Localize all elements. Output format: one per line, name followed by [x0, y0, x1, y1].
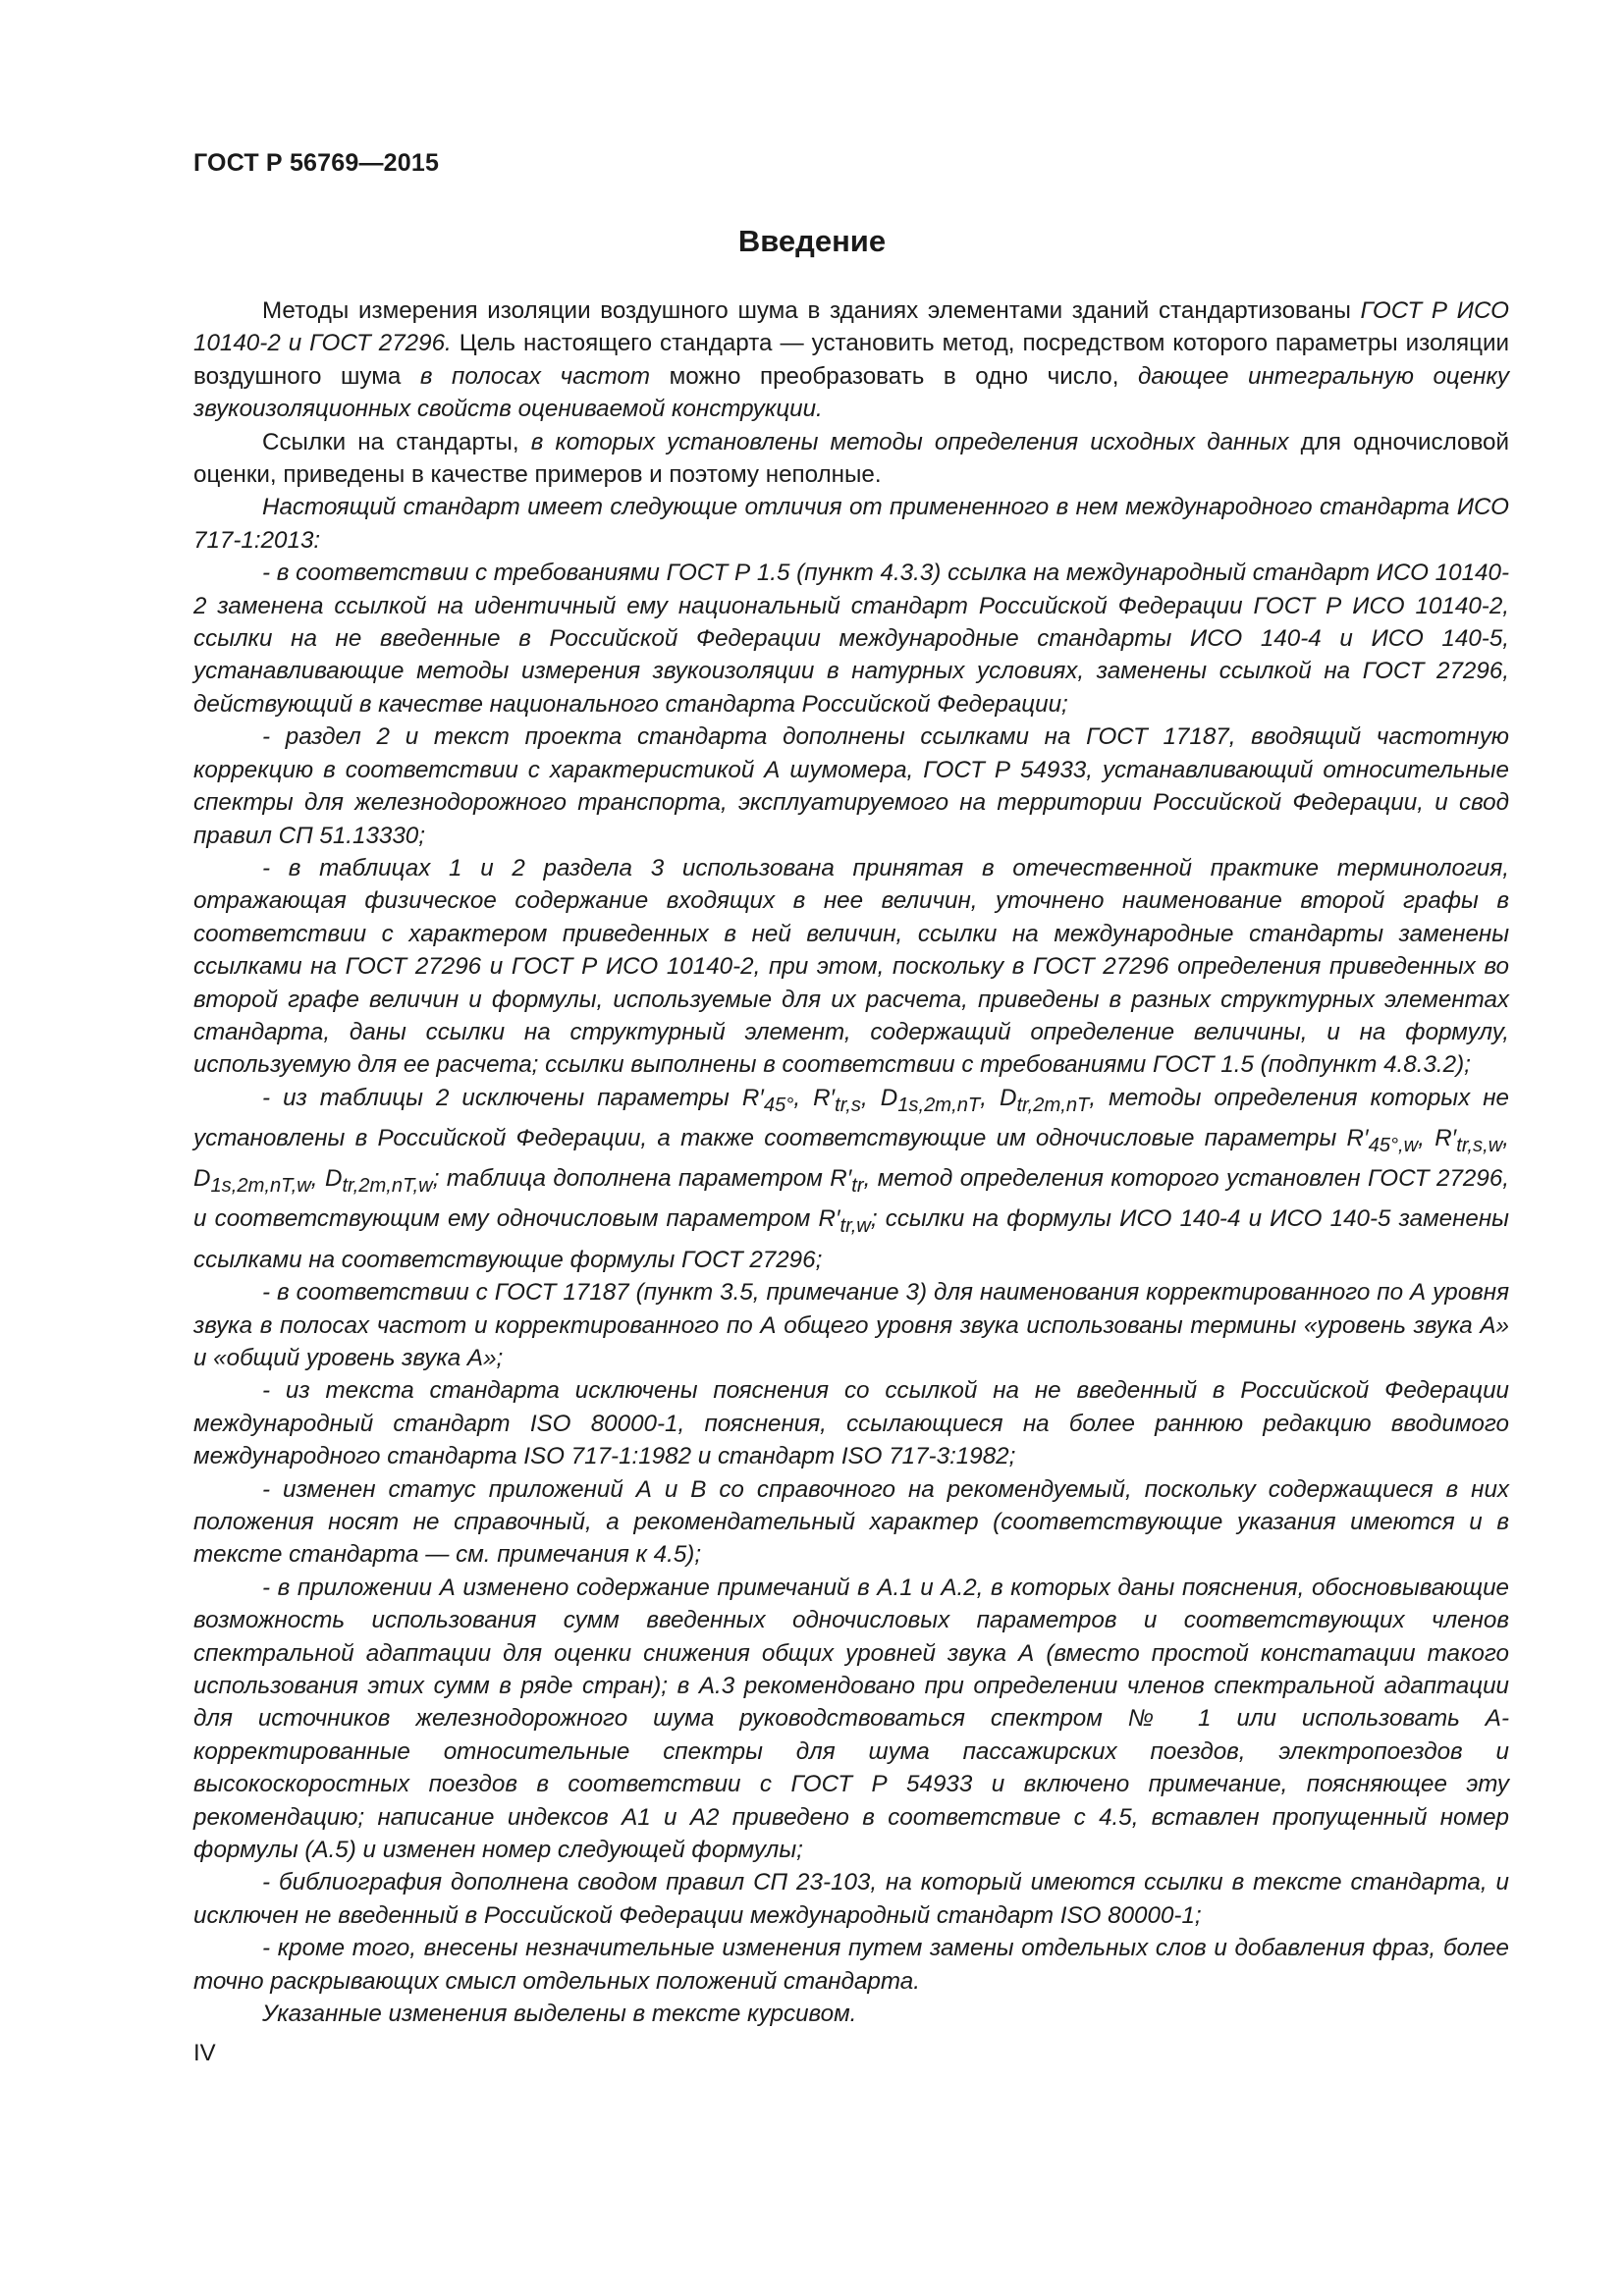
section-title: Введение: [737, 224, 887, 258]
change-item: - раздел 2 и текст проекта стандарта дополнены ссылками на ГОСТ 17187, вводящий частотную коррекцию в соответствии с характеристикой А шумомера, ГОСТ Р 54933, устанавливающий относительные спектры для железнодорожного транспорта, эксплуатируемого на территории Российской Федерации, и свод правил СП 51.13330;: [193, 723, 1509, 849]
symbol: $R'_{45^\circ}$: [741, 1084, 794, 1116]
text-run: Ссылки на стандарты,: [262, 428, 531, 455]
text-run: можно преобразовать в одно число,: [650, 362, 1138, 390]
change-item: - в соответствии с требованиями ГОСТ Р 1.5 (пункт 4.3.3) ссылка на международный стандарт ИСО 10140-2 заменена ссылкой на идентичный ему национальный стандарт Российской Федерации ГОСТ Р ИСО 10140-2, ссылки на не введенные в Российской Федерации международные стандарты ИСО 140-4 и ИСО 140-5, устанавливающие методы измерения звукоизоляции в натурных условиях, заменены ссылкой на ГОСТ 27296, действующий в качестве национального стандарта Российской Федерации;: [193, 560, 1509, 718]
standard-header: ГОСТ Р 56769—2015: [193, 149, 440, 177]
paragraph: [193, 491, 1509, 557]
change-item: - изменен статус приложений А и В со справочного на рекомендуемый, поскольку содержащиеся в них положения носят не справочный, а рекомендательный характер (соответствующие указания имеются и в тексте стандарта — см. примечания к 4.5);: [193, 1475, 1509, 1569]
text-run: ГОСТ Р ИСО 10140-2 и ГОСТ 27296.: [193, 297, 1509, 357]
change-item: - в соответствии с ГОСТ 17187 (пункт 3.5, примечание 3) для наименования корректированного по А уровня звука в полосах частот и корректированного по А общего уровня звука использованы термины «уровень звука А» и «общий уровень звука А»;: [193, 1279, 1509, 1371]
symbol: $D_{1s,2m,nT}$: [880, 1084, 981, 1116]
introduction-body: [193, 294, 1509, 2030]
change-item: - в приложении А изменено содержание примечаний в А.1 и А.2, в которых даны пояснения, обосновывающие возможность использования сумм введенных одночисловых параметров и соответствующих членов спектральной адаптации для оценки снижения общих уровней звука А (вместо простой констатации такого использования этих сумм в ряде стран); в А.3 рекомендовано при определении членов спектральной адаптации для источников железнодорожного шума руководствоваться спектром № 1 или использовать А-корректированные относительные спектры для шума пассажирских поездов, электропоездов и высокоскоростных поездов в соответствии с ГОСТ Р 54933 и включено примечание, поясняющее эту рекомендацию; написание индексов А1 и А2 приведено в соответствие с 4.5, вставлен пропущенный номер формулы (А.5) и изменен номер следующей формулы;: [193, 1574, 1509, 1863]
text-run: Методы измерения изоляции воздушного шума в зданиях элементами зданий стандартизованы: [262, 297, 1361, 324]
text-run: дающее интегральную оценку звукоизоляционных свойств оцениваемой конструкции.: [193, 362, 1509, 423]
paragraph: [193, 294, 1509, 426]
symbol: $R'_{tr}$: [830, 1165, 864, 1198]
closing-note: Указанные изменения выделены в тексте курсивом.: [262, 2001, 857, 2028]
symbol: $R'_{45^\circ,w}$: [1346, 1124, 1419, 1156]
symbol: $R'_{tr,s,w}$: [1435, 1124, 1503, 1156]
change-item: - в таблицах 1 и 2 раздела 3 использована принятая в отечественной практике терминология, отражающая физическое содержание входящих в нее величин, уточнено наименование второй графы в соответствии с характером приведенных в ней величин, ссылки на международные стандарты заменены ссылками на ГОСТ 27296 и ГОСТ Р ИСО 10140-2, при этом, поскольку в ГОСТ 27296 определения приведенных во второй графе величин и формулы, используемые для их расчета, приведены в разных структурных элементах стандарта, даны ссылки на структурный элемент, содержащий определение величины, и на формулу, используемую для ее расчета; ссылки выполнены в соответствии с требованиями ГОСТ 1.5 (подпункт 4.8.3.2);: [193, 854, 1509, 1079]
change-item: - библиография дополнена сводом правил СП 23-103, на который имеются ссылки в тексте стандарта, и исключен не введенный в Российской Федерации международный стандарт ISO 80000-1;: [193, 1869, 1509, 1929]
symbol: $R'_{tr,w}$: [818, 1205, 871, 1238]
symbol: $D_{tr,2m,nT,w}$: [324, 1165, 433, 1198]
page-number: IV: [193, 2040, 216, 2066]
text-run: в которых установлены методы определения исходных данных: [530, 428, 1289, 455]
symbol: $R'_{tr,s}$: [813, 1084, 861, 1116]
change-item: - из текста стандарта исключены пояснения со ссылкой на не введенный в Российской Федерации международный стандарт ISO 80000-1, пояснения, ссылающиеся на более раннюю редакцию вводимого международного стандарта ISO 717-1:1982 и стандарт ISO 717-3:1982;: [193, 1377, 1509, 1470]
symbol: $D_{tr,2m,nT}$: [999, 1084, 1090, 1116]
paragraph: [193, 426, 1509, 492]
text-run: в полосах частот: [419, 362, 651, 390]
text-run: для одночисловой оценки, приведены в качестве примеров и поэтому неполные.: [193, 428, 1509, 489]
text-run: Настоящий стандарт имеет следующие отличия от примененного в нем международного стандарта ИСО 717-1:2013:: [193, 494, 1509, 554]
symbol: $D_{1s,2m,nT,w}$: [193, 1165, 311, 1198]
text-run: Цель настоящего стандарта — установить метод, посредством которого параметры изоляции воздушного шума: [193, 330, 1509, 390]
change-item: - из таблицы 2 исключены параметры $R'_{45^\circ}$, $R'_{tr,s}$, $D_{1s,2m,nT}$, $D_{tr,2m,nT}$, методы определения которых не установлены в Российской Федерации, а также соответствующие им одночисловые параметры $R'_{45^\circ,w}$, $R'_{tr,s,w}$, $D_{1s,2m,nT,w}$, $D_{tr,2m,nT,w}$; таблица дополнена параметром $R'_{tr}$, метод определения которого установлен ГОСТ 27296, и соответствующим ему одночисловым параметром $R'_{tr,w}$; ссылки на формулы ИСО 140-4 и ИСО 140-5 заменены ссылками на соответствующие формулы ГОСТ 27296;: [193, 1084, 1509, 1273]
change-item: - кроме того, внесены незначительные изменения путем замены отдельных слов и добавления фраз, более точно раскрывающих смысл отдельных положений стандарта.: [193, 1935, 1509, 1995]
